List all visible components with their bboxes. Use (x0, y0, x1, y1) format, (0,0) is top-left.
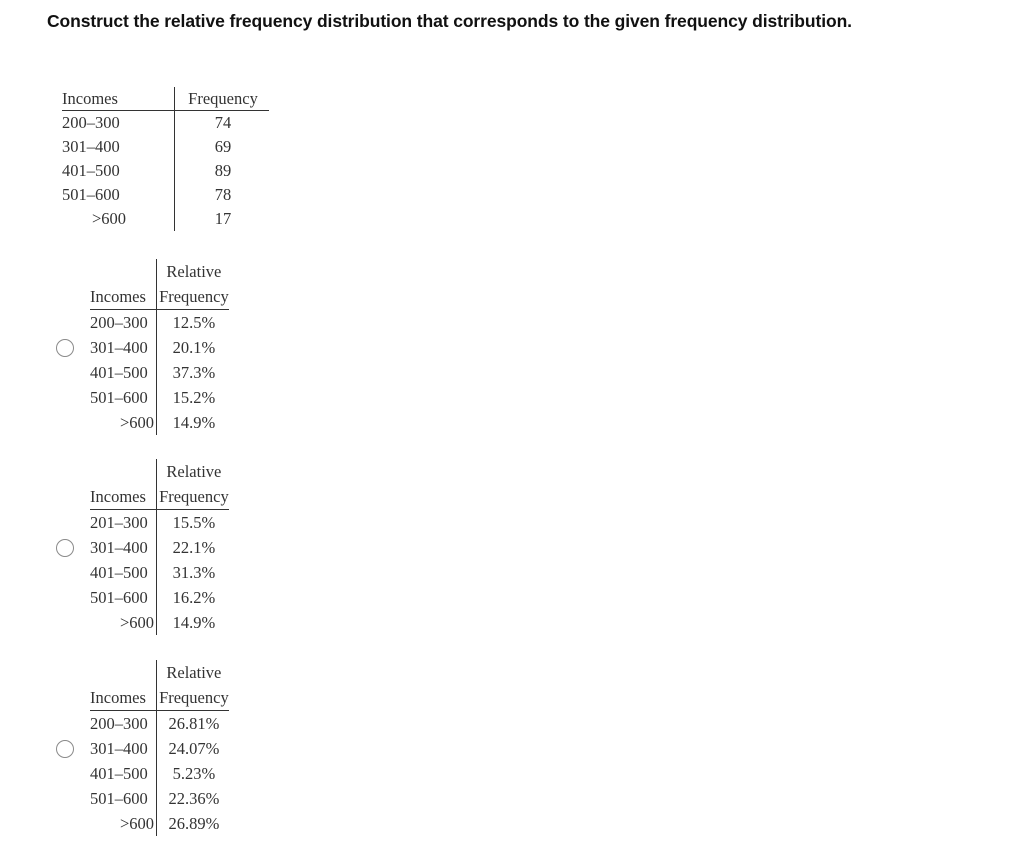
table-row (62, 111, 269, 136)
relative-frequency-table-a (90, 259, 229, 435)
table-row (62, 183, 269, 207)
relative-frequency-cell: 22.36% (168, 789, 220, 808)
relative-frequency-cell: 26.89% (168, 814, 220, 833)
relative-frequency-table-c (90, 660, 229, 836)
table-row (90, 335, 229, 360)
question-text: Construct the relative frequency distribution that corresponds to the given frequency distribution. (47, 11, 852, 31)
frequency-cell: 89 (214, 161, 232, 180)
income-cell: 201–300 (90, 510, 157, 536)
table-row (90, 736, 229, 761)
table-row (90, 535, 229, 560)
frequency-cell: 78 (214, 185, 232, 204)
col-header-relative: Relative (166, 663, 222, 682)
income-cell: 301–400 (90, 535, 157, 560)
relative-frequency-cell: 14.9% (172, 613, 216, 632)
relative-frequency-cell: 24.07% (168, 739, 220, 758)
table-row (62, 135, 269, 159)
income-cell: 401–500 (90, 761, 157, 786)
income-cell: >600 (90, 610, 157, 635)
col-header-frequency: Frequency (175, 87, 270, 111)
col-header-frequency: Frequency (157, 484, 229, 510)
col-header-incomes: Incomes (90, 484, 157, 510)
relative-frequency-cell: 26.81% (168, 714, 220, 733)
table-row (90, 711, 229, 737)
table-row (90, 761, 229, 786)
col-header-frequency: Frequency (157, 685, 229, 711)
income-cell: 301–400 (90, 335, 157, 360)
radio-button-c[interactable] (56, 740, 74, 758)
col-header-incomes: Incomes (62, 87, 175, 111)
income-cell: 200–300 (90, 310, 157, 336)
income-cell: >600 (62, 207, 175, 231)
income-cell: 501–600 (90, 786, 157, 811)
col-header-relative: Relative (166, 462, 222, 481)
income-cell: 401–500 (90, 560, 157, 585)
relative-frequency-cell: 37.3% (172, 363, 216, 382)
table-row (90, 585, 229, 610)
income-cell: >600 (90, 811, 157, 836)
income-cell: 200–300 (62, 111, 175, 136)
income-cell: 401–500 (62, 159, 175, 183)
table-row (90, 310, 229, 336)
col-header-incomes: Incomes (90, 685, 157, 711)
frequency-cell: 17 (214, 209, 232, 228)
relative-frequency-cell: 12.5% (172, 313, 216, 332)
table-row (62, 207, 269, 231)
relative-frequency-cell: 14.9% (172, 413, 216, 432)
col-header-relative: Relative (166, 262, 222, 281)
income-cell: 501–600 (90, 585, 157, 610)
table-row (90, 610, 229, 635)
table-row (90, 410, 229, 435)
relative-frequency-cell: 15.5% (172, 513, 216, 532)
table-row (90, 510, 229, 536)
relative-frequency-cell: 20.1% (172, 338, 216, 357)
income-cell: 401–500 (90, 360, 157, 385)
income-cell: >600 (90, 410, 157, 435)
income-cell: 301–400 (62, 135, 175, 159)
relative-frequency-cell: 31.3% (172, 563, 216, 582)
table-row (90, 560, 229, 585)
table-row (62, 159, 269, 183)
income-cell: 501–600 (90, 385, 157, 410)
table-row (90, 811, 229, 836)
radio-button-b[interactable] (56, 539, 74, 557)
relative-frequency-cell: 22.1% (172, 538, 216, 557)
col-header-frequency: Frequency (157, 284, 229, 310)
col-header-incomes: Incomes (90, 284, 157, 310)
frequency-cell: 74 (214, 113, 232, 132)
table-row (90, 360, 229, 385)
given-frequency-table (62, 87, 269, 231)
table-row (90, 385, 229, 410)
table-row (90, 786, 229, 811)
frequency-cell: 69 (214, 137, 232, 156)
income-cell: 501–600 (62, 183, 175, 207)
relative-frequency-cell: 15.2% (172, 388, 216, 407)
income-cell: 200–300 (90, 711, 157, 737)
relative-frequency-cell: 5.23% (172, 764, 216, 783)
radio-button-a[interactable] (56, 339, 74, 357)
relative-frequency-table-b (90, 459, 229, 635)
relative-frequency-cell: 16.2% (172, 588, 216, 607)
income-cell: 301–400 (90, 736, 157, 761)
